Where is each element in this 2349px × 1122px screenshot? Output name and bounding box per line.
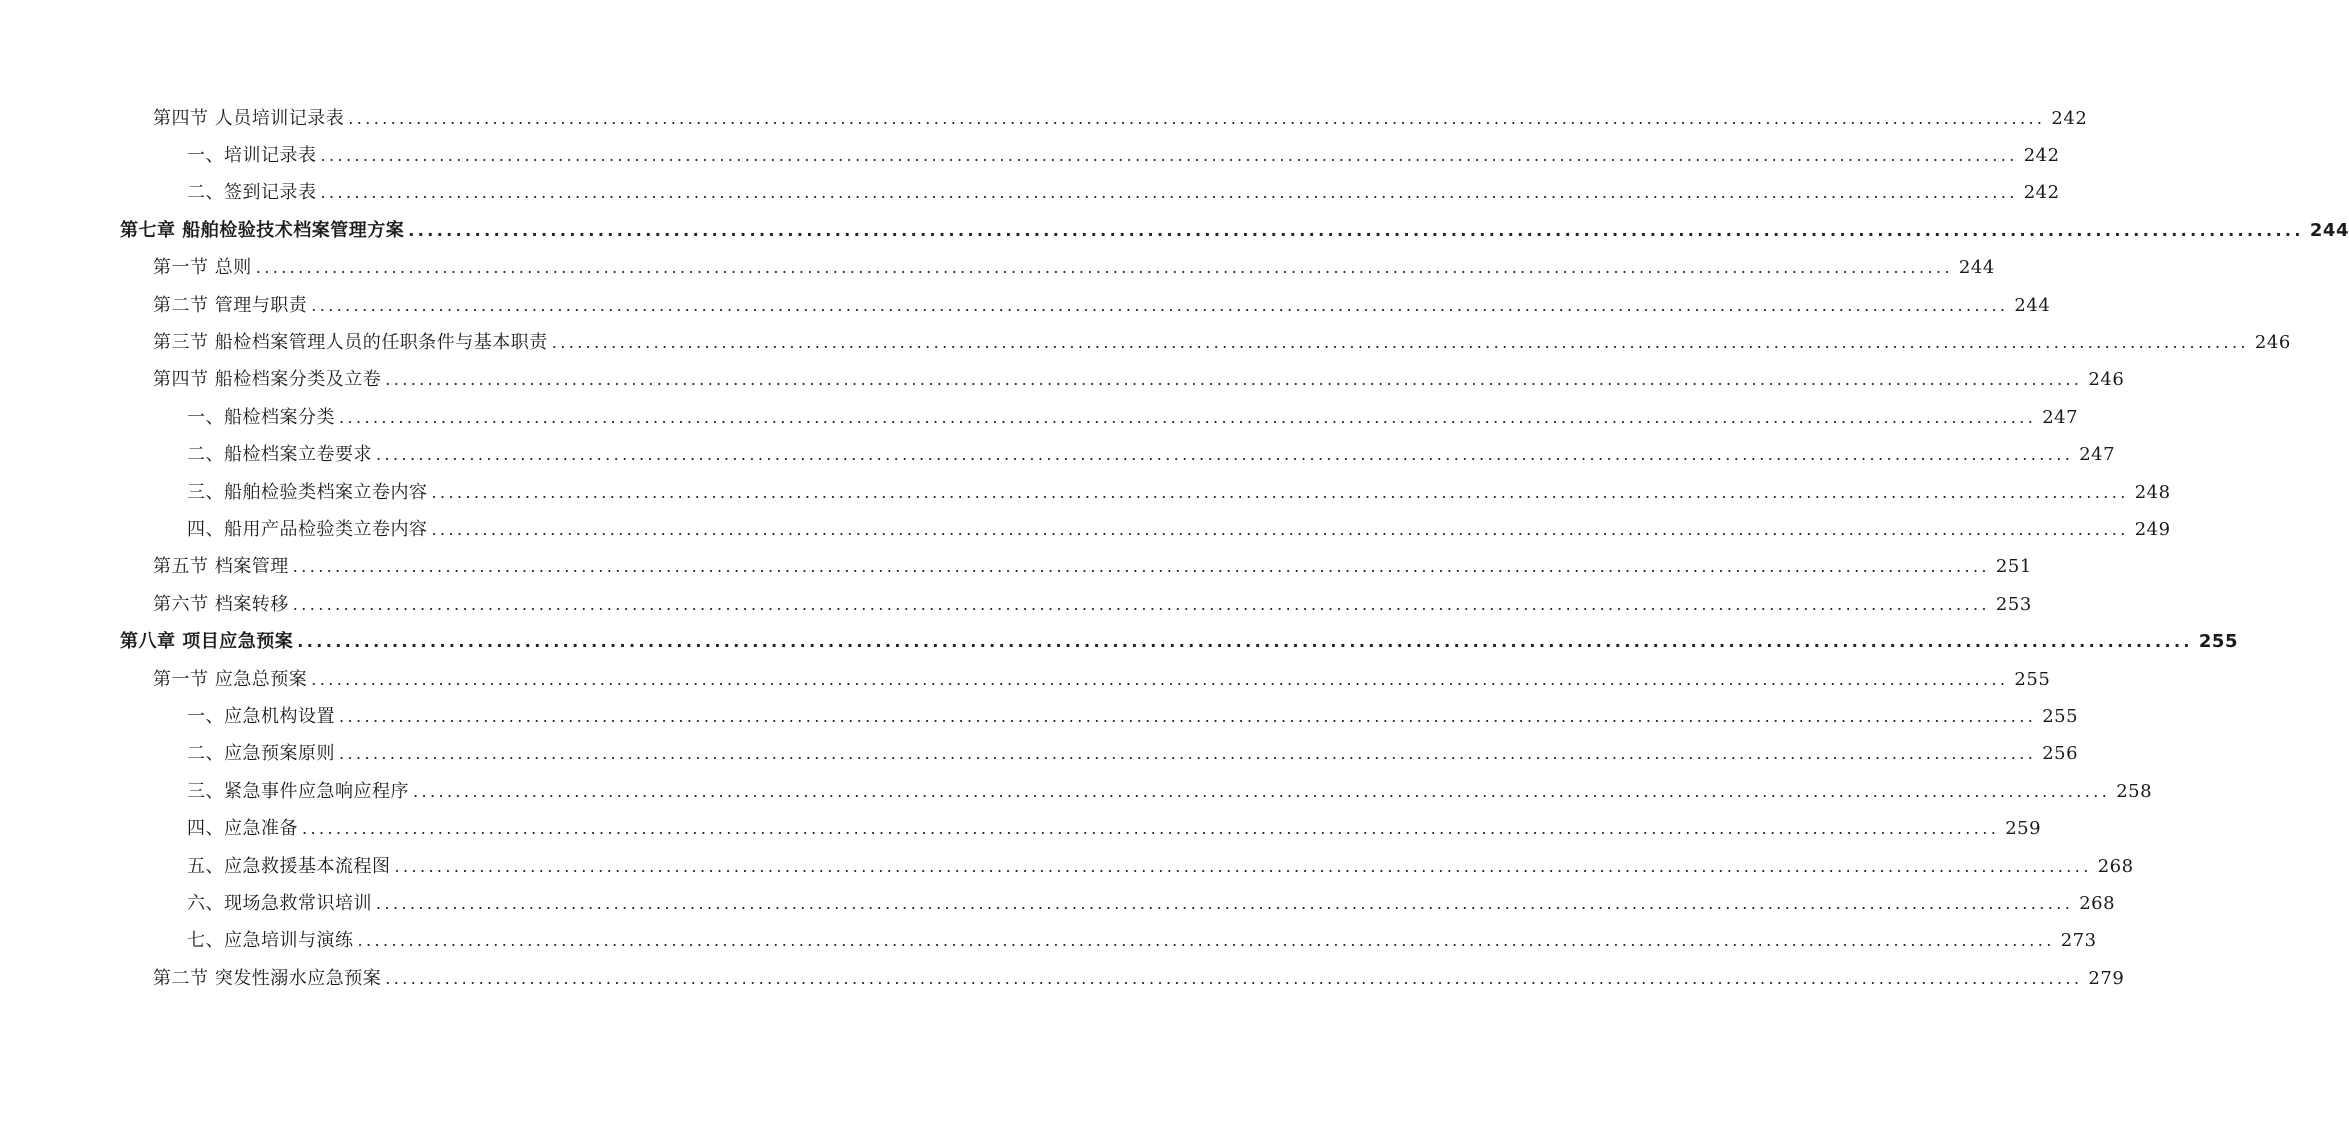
toc-entry-label: 第四节 人员培训记录表 [153,107,345,129]
toc-leader-dots: ........................................................................................................................................................................................................ [385,968,2083,988]
toc-subsection-entry[interactable] [0,399,2079,436]
toc-subsection-entry[interactable] [0,474,2171,511]
toc-entry-label: 二、船检档案立卷要求 [187,444,372,466]
toc-page-number: 256 [2042,743,2079,765]
toc-page-number: 258 [2116,780,2153,802]
toc-subsection-entry[interactable] [0,175,2060,212]
toc-leader-dots: ........................................................................................................................................................................................................ [431,519,2129,539]
toc-entry-label: 一、培训记录表 [187,145,317,167]
toc-leader-dots: ........................................................................................................................................................................................................ [385,370,2083,390]
toc-entry-label: 第五节 档案管理 [153,556,289,578]
toc-entry-label: 三、船舶检验类档案立卷内容 [187,481,428,503]
toc-leader-dots: ........................................................................................................................................................................................................ [551,333,2249,353]
toc-leader-dots: ........................................................................................................................................................................................................ [311,295,2009,315]
toc-leader-dots: ........................................................................................................................................................................................................ [376,445,2074,465]
toc-entry-label: 四、应急准备 [187,818,298,840]
toc-entry-label: 第三节 船检档案管理人员的任职条件与基本职责 [153,332,548,354]
toc-section-entry[interactable] [0,661,2051,698]
toc-leader-dots: ........................................................................................................................................................................................................ [292,557,1990,577]
toc-entry-label: 第七章 船舶检验技术档案管理方案 [120,219,405,241]
toc-entry-label: 第一节 应急总预案 [153,668,308,690]
toc-page-number: 244 [2309,219,2349,241]
toc-leader-dots: ........................................................................................................................................................................................................ [408,220,2304,240]
toc-entry-label: 三、紧急事件应急响应程序 [187,780,409,802]
toc-section-entry[interactable] [0,549,2032,586]
toc-page-number: 246 [2088,369,2125,391]
toc-subsection-entry[interactable] [0,923,2097,960]
toc-subsection-entry[interactable] [0,736,2079,773]
toc-page-number: 273 [2060,930,2097,952]
toc-leader-dots: ........................................................................................................................................................................................................ [431,482,2129,502]
toc-entry-label: 第八章 项目应急预案 [120,631,294,653]
toc-page-number: 246 [2254,332,2291,354]
toc-leader-dots: ........................................................................................................................................................................................................ [320,183,2018,203]
toc-section-entry[interactable] [0,287,2051,324]
toc-page-number: 244 [2014,294,2051,316]
toc-page-number: 244 [1958,257,1995,279]
toc-entry-label: 二、应急预案原则 [187,743,335,765]
toc-subsection-entry[interactable] [0,437,2116,474]
toc-leader-dots: ........................................................................................................................................................................................................ [376,893,2074,913]
toc-section-entry[interactable] [0,960,2125,997]
toc-leader-dots: ........................................................................................................................................................................................................ [297,632,2193,652]
toc-entry-label: 第四节 船检档案分类及立卷 [153,369,382,391]
toc-leader-dots: ........................................................................................................................................................................................................ [339,407,2037,427]
toc-subsection-entry[interactable] [0,773,2153,810]
toc-page-number: 253 [1995,593,2032,615]
toc-page-number: 279 [2088,967,2125,989]
toc-entry-label: 第二节 管理与职责 [153,294,308,316]
toc-entry-label: 第六节 档案转移 [153,593,289,615]
toc-page-number: 259 [2005,818,2042,840]
table-of-contents [0,100,2349,997]
toc-subsection-entry[interactable] [0,885,2116,922]
toc-subsection-entry[interactable] [0,810,2042,847]
toc-leader-dots: ........................................................................................................................................................................................................ [302,819,2000,839]
toc-leader-dots: ........................................................................................................................................................................................................ [348,108,2046,128]
toc-entry-label: 四、船用产品检验类立卷内容 [187,518,428,540]
toc-page-number: 247 [2079,444,2116,466]
toc-subsection-entry[interactable] [0,848,2134,885]
toc-chapter-entry[interactable] [0,212,2349,249]
toc-leader-dots: ........................................................................................................................................................................................................ [255,258,1953,278]
toc-section-entry[interactable] [0,250,1995,287]
toc-page-number: 247 [2042,406,2079,428]
toc-leader-dots: ........................................................................................................................................................................................................ [339,744,2037,764]
toc-leader-dots: ........................................................................................................................................................................................................ [311,669,2009,689]
toc-entry-label: 第二节 突发性溺水应急预案 [153,967,382,989]
toc-page-number: 255 [2014,668,2051,690]
toc-section-entry[interactable] [0,586,2032,623]
toc-page-number: 242 [2023,145,2060,167]
toc-leader-dots: ........................................................................................................................................................................................................ [320,146,2018,166]
toc-page-number: 248 [2134,481,2171,503]
toc-page-number: 255 [2042,705,2079,727]
toc-page-number: 242 [2023,182,2060,204]
toc-page-number: 249 [2134,518,2171,540]
toc-subsection-entry[interactable] [0,137,2060,174]
toc-subsection-entry[interactable] [0,698,2079,735]
toc-leader-dots: ........................................................................................................................................................................................................ [413,781,2111,801]
toc-entry-label: 六、现场急救常识培训 [187,892,372,914]
toc-leader-dots: ........................................................................................................................................................................................................ [292,594,1990,614]
toc-section-entry[interactable] [0,100,2088,137]
toc-entry-label: 一、船检档案分类 [187,406,335,428]
toc-leader-dots: ........................................................................................................................................................................................................ [357,931,2055,951]
toc-leader-dots: ........................................................................................................................................................................................................ [339,706,2037,726]
toc-page-number: 255 [2198,631,2238,653]
toc-page-number: 268 [2079,892,2116,914]
toc-subsection-entry[interactable] [0,511,2171,548]
toc-section-entry[interactable] [0,362,2125,399]
toc-entry-label: 五、应急救援基本流程图 [187,855,391,877]
toc-section-entry[interactable] [0,324,2291,361]
toc-entry-label: 一、应急机构设置 [187,705,335,727]
toc-leader-dots: ........................................................................................................................................................................................................ [394,856,2092,876]
toc-page-number: 242 [2051,107,2088,129]
toc-entry-label: 七、应急培训与演练 [187,930,354,952]
toc-entry-label: 二、签到记录表 [187,182,317,204]
toc-chapter-entry[interactable] [0,623,2238,660]
toc-page-number: 268 [2097,855,2134,877]
toc-page-number: 251 [1995,556,2032,578]
toc-entry-label: 第一节 总则 [153,257,252,279]
